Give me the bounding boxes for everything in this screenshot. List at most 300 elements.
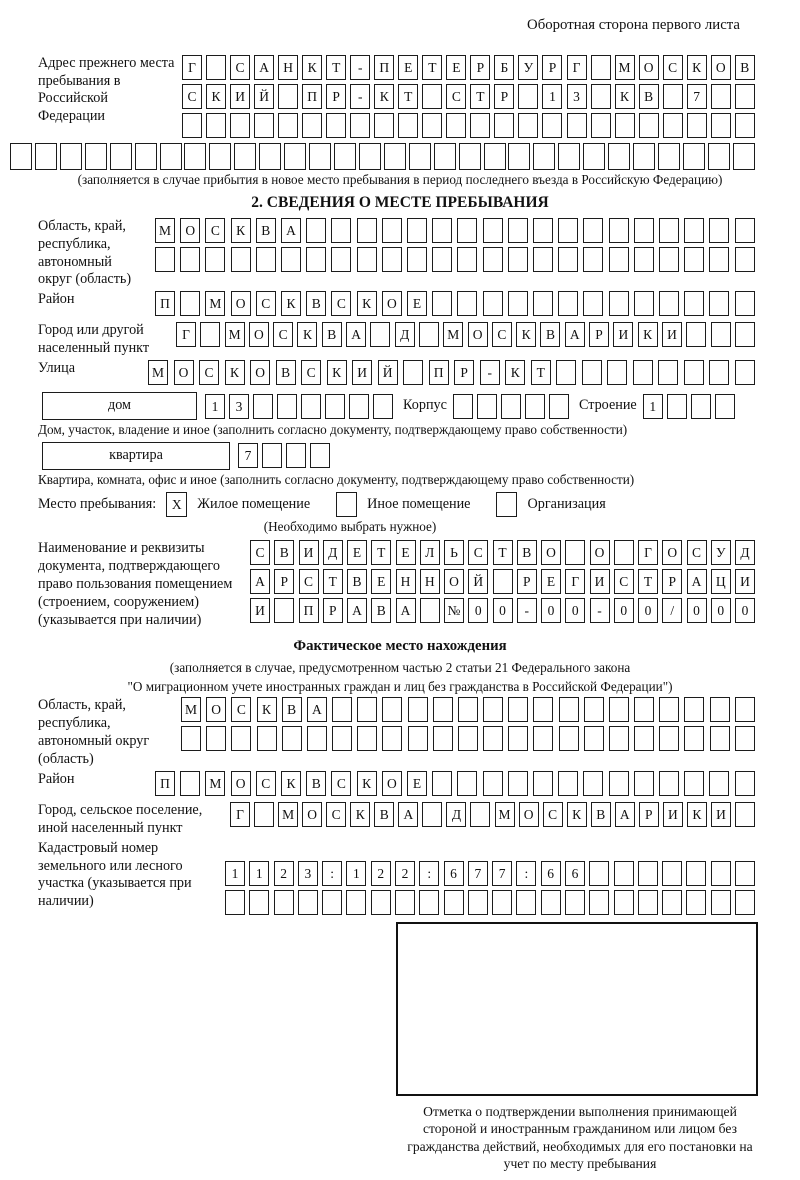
char-cell	[609, 697, 629, 722]
char-cell: 2	[274, 861, 294, 886]
city-actual-label: Город, сельское поселение, иной населенный пункт	[38, 801, 203, 836]
char-cell	[282, 726, 302, 751]
char-cell: А	[347, 598, 367, 623]
char-cell	[558, 771, 578, 796]
region-actual-label: Область, край, республика, автономный округ (область)	[38, 697, 150, 768]
char-cell	[262, 443, 282, 468]
char-cell	[184, 143, 206, 170]
char-cell	[711, 84, 731, 109]
char-cell	[453, 394, 473, 419]
char-cell	[332, 726, 352, 751]
char-cell	[483, 218, 503, 243]
char-row	[176, 322, 755, 347]
char-cell: М	[443, 322, 463, 347]
char-cell	[331, 247, 351, 272]
char-cell	[583, 218, 603, 243]
char-cell	[180, 247, 200, 272]
char-cell	[711, 322, 731, 347]
stamp-box	[396, 922, 758, 1096]
char-cell: 0	[493, 598, 513, 623]
char-cell	[135, 143, 157, 170]
char-cell	[709, 218, 729, 243]
char-cell	[609, 291, 629, 316]
char-cell	[567, 113, 587, 138]
char-cell: К	[281, 771, 301, 796]
char-cell	[422, 802, 442, 827]
field-street	[38, 360, 755, 389]
char-cell	[735, 113, 755, 138]
char-cell	[658, 360, 678, 385]
char-row	[205, 394, 393, 419]
char-cell	[432, 218, 452, 243]
char-cell	[542, 113, 562, 138]
char-cell	[274, 598, 294, 623]
char-row	[230, 802, 755, 827]
char-cell	[407, 247, 427, 272]
char-cell: О	[541, 540, 561, 565]
stay-option-label: Жилое помещение	[197, 495, 311, 512]
char-cell	[709, 247, 729, 272]
char-cell	[256, 247, 276, 272]
char-cell	[234, 143, 256, 170]
char-cell: Н	[420, 569, 440, 594]
char-cell: П	[155, 291, 175, 316]
char-cell: В	[347, 569, 367, 594]
char-cell	[607, 360, 627, 385]
char-cell	[663, 113, 683, 138]
char-cell	[658, 143, 680, 170]
char-cell: Р	[589, 322, 609, 347]
char-cell	[684, 247, 704, 272]
char-cell	[614, 540, 634, 565]
char-cell	[349, 394, 369, 419]
apartment-name-box: квартира	[42, 442, 230, 470]
char-cell	[278, 113, 298, 138]
char-cell: 7	[492, 861, 512, 886]
char-cell: Е	[396, 540, 416, 565]
char-cell: К	[516, 322, 536, 347]
char-cell: 6	[444, 861, 464, 886]
char-cell: В	[735, 55, 755, 80]
char-cell	[615, 113, 635, 138]
char-cell	[609, 726, 629, 751]
char-cell	[663, 84, 683, 109]
char-cell	[483, 771, 503, 796]
char-cell	[508, 143, 530, 170]
char-cell: О	[231, 771, 251, 796]
char-cell	[181, 726, 201, 751]
char-cell: 0	[614, 598, 634, 623]
field-cadastral	[38, 840, 755, 919]
char-cell	[735, 84, 755, 109]
char-cell: Р	[494, 84, 514, 109]
char-cell	[584, 726, 604, 751]
char-cell: О	[174, 360, 194, 385]
char-row	[155, 218, 755, 243]
char-cell: В	[371, 598, 391, 623]
char-cell	[735, 890, 755, 915]
char-cell	[633, 360, 653, 385]
char-cell	[10, 143, 32, 170]
char-cell: 0	[468, 598, 488, 623]
char-row	[250, 540, 755, 565]
char-cell	[408, 726, 428, 751]
stamp-caption: Отметка о подтверждении выполнения принимающей стороной и иностранным гражданином или лицом без гражданства действий, необходимых для его постановки на учет по месту пребывания	[407, 1104, 753, 1172]
checkbox-organization	[496, 492, 517, 517]
char-cell	[634, 291, 654, 316]
char-cell: М	[148, 360, 168, 385]
char-cell	[686, 861, 706, 886]
char-cell: В	[274, 540, 294, 565]
char-cell: Т	[531, 360, 551, 385]
char-cell: И	[613, 322, 633, 347]
char-cell	[558, 247, 578, 272]
char-cell: Ц	[711, 569, 731, 594]
char-cell	[584, 697, 604, 722]
char-cell	[155, 247, 175, 272]
char-cell	[583, 143, 605, 170]
char-cell	[357, 726, 377, 751]
char-cell	[422, 84, 442, 109]
char-cell	[735, 247, 755, 272]
char-cell: К	[638, 322, 658, 347]
char-cell: Й	[378, 360, 398, 385]
char-cell	[468, 890, 488, 915]
char-cell: И	[250, 598, 270, 623]
char-cell: И	[299, 540, 319, 565]
char-cell	[533, 247, 553, 272]
char-cell: Г	[567, 55, 587, 80]
char-cell: Е	[407, 291, 427, 316]
field-ownership-document	[38, 540, 755, 629]
char-cell	[549, 394, 569, 419]
char-cell	[334, 143, 356, 170]
char-cell: Т	[326, 55, 346, 80]
char-cell	[420, 598, 440, 623]
char-row	[250, 598, 755, 623]
char-cell: В	[256, 218, 276, 243]
char-cell	[325, 394, 345, 419]
char-cell: 1	[542, 84, 562, 109]
char-cell	[371, 890, 391, 915]
char-cell: 0	[735, 598, 755, 623]
char-cell	[735, 802, 755, 827]
char-cell: И	[662, 322, 682, 347]
char-cell	[508, 726, 528, 751]
char-cell: Г	[182, 55, 202, 80]
char-cell	[230, 113, 250, 138]
actual-location-note-line1: (заполняется в случае, предусмотренном частью 2 статьи 21 Федерального закона	[169, 660, 631, 676]
char-row	[155, 291, 755, 316]
char-cell	[433, 697, 453, 722]
char-cell: 2	[395, 861, 415, 886]
char-cell	[609, 247, 629, 272]
char-cell	[687, 113, 707, 138]
char-cell	[591, 113, 611, 138]
char-cell	[516, 890, 536, 915]
char-cell: 6	[541, 861, 561, 886]
char-cell: 0	[638, 598, 658, 623]
char-cell: С	[468, 540, 488, 565]
field-prev-address	[38, 55, 755, 142]
char-cell: 1	[225, 861, 245, 886]
char-cell: Д	[323, 540, 343, 565]
char-cell: С	[331, 291, 351, 316]
char-cell	[614, 890, 634, 915]
char-cell	[357, 218, 377, 243]
char-cell	[508, 697, 528, 722]
ownership-document-label: Наименование и реквизиты документа, подтверждающего право пользования помещением (строением, сооружением) (указывается при наличии)	[38, 540, 233, 628]
char-cell	[559, 697, 579, 722]
field-apartment	[42, 442, 800, 470]
char-cell: О	[382, 291, 402, 316]
apartment-note: Квартира, комната, офис и иное (заполнить согласно документу, подтверждающему право собственности)	[38, 471, 635, 487]
char-cell	[709, 360, 729, 385]
char-cell: Е	[407, 771, 427, 796]
region-rows	[155, 218, 755, 290]
char-cell: /	[662, 598, 682, 623]
char-cell	[533, 218, 553, 243]
char-cell: С	[299, 569, 319, 594]
char-cell: А	[281, 218, 301, 243]
char-cell	[608, 143, 630, 170]
char-cell: Е	[398, 55, 418, 80]
char-cell	[483, 726, 503, 751]
char-cell: К	[302, 55, 322, 80]
char-cell	[306, 247, 326, 272]
stay-option-label: Организация	[527, 495, 606, 512]
char-cell	[556, 360, 576, 385]
char-cell	[533, 697, 553, 722]
char-cell: 3	[567, 84, 587, 109]
char-cell	[638, 890, 658, 915]
char-cell: И	[711, 802, 731, 827]
char-cell	[457, 771, 477, 796]
char-row	[238, 443, 330, 468]
char-cell: О	[468, 322, 488, 347]
char-cell	[180, 291, 200, 316]
char-cell: Б	[494, 55, 514, 80]
street-label: Улица	[38, 360, 76, 377]
char-cell: 0	[565, 598, 585, 623]
char-cell	[591, 84, 611, 109]
char-cell: Р	[470, 55, 490, 80]
char-cell	[583, 291, 603, 316]
char-cell	[301, 394, 321, 419]
char-cell: Г	[230, 802, 250, 827]
char-row	[182, 84, 755, 109]
char-cell	[733, 143, 755, 170]
house-note: Дом, участок, владение и иное (заполнить согласно документу, подтверждающему право собственности)	[38, 422, 628, 438]
char-cell: Г	[176, 322, 196, 347]
char-cell	[206, 55, 226, 80]
char-cell	[357, 697, 377, 722]
char-cell	[286, 443, 306, 468]
char-cell: П	[299, 598, 319, 623]
char-cell	[249, 890, 269, 915]
char-cell: А	[398, 802, 418, 827]
char-cell	[458, 726, 478, 751]
char-cell: Е	[371, 569, 391, 594]
char-cell: А	[396, 598, 416, 623]
char-cell	[508, 218, 528, 243]
char-cell	[533, 291, 553, 316]
char-row	[182, 55, 755, 80]
char-cell	[326, 113, 346, 138]
char-cell: С	[256, 771, 276, 796]
char-cell	[85, 143, 107, 170]
char-cell: О	[519, 802, 539, 827]
char-cell	[735, 291, 755, 316]
char-cell	[398, 113, 418, 138]
char-cell: С	[663, 55, 683, 80]
char-cell: С	[492, 322, 512, 347]
char-cell	[206, 113, 226, 138]
char-cell: С	[331, 771, 351, 796]
char-cell	[735, 861, 755, 886]
char-cell: С	[301, 360, 321, 385]
char-cell: :	[419, 861, 439, 886]
char-cell	[408, 697, 428, 722]
char-cell: К	[687, 802, 707, 827]
char-cell	[508, 291, 528, 316]
char-cell	[253, 394, 273, 419]
char-cell: №	[444, 598, 464, 623]
char-cell: А	[307, 697, 327, 722]
char-cell: М	[155, 218, 175, 243]
char-row	[453, 394, 569, 419]
field-region-actual	[38, 697, 755, 769]
char-cell: О	[206, 697, 226, 722]
char-cell	[667, 394, 687, 419]
char-cell	[382, 218, 402, 243]
char-cell	[110, 143, 132, 170]
char-cell: П	[155, 771, 175, 796]
char-cell: -	[517, 598, 537, 623]
char-cell: П	[429, 360, 449, 385]
char-cell	[257, 726, 277, 751]
field-district-actual	[38, 771, 755, 800]
char-cell	[259, 143, 281, 170]
char-cell	[35, 143, 57, 170]
char-cell: М	[205, 291, 225, 316]
char-cell: 3	[229, 394, 249, 419]
char-cell: 6	[565, 861, 585, 886]
char-cell	[407, 218, 427, 243]
cadastral-label: Кадастровый номер земельного или лесного участка (указывается при наличии)	[38, 839, 192, 910]
char-row	[181, 726, 755, 751]
char-cell: О	[302, 802, 322, 827]
city-label: Город или другой населенный пункт	[38, 322, 150, 357]
char-cell	[278, 84, 298, 109]
char-cell: М	[225, 322, 245, 347]
char-cell: -	[350, 55, 370, 80]
char-cell	[419, 322, 439, 347]
char-cell: К	[225, 360, 245, 385]
char-cell	[370, 322, 390, 347]
char-cell: В	[591, 802, 611, 827]
char-cell	[457, 218, 477, 243]
char-cell	[322, 890, 342, 915]
char-cell: 1	[249, 861, 269, 886]
char-cell: М	[181, 697, 201, 722]
char-cell: И	[352, 360, 372, 385]
district-label: Район	[38, 291, 75, 308]
region-label: Область, край, республика, автономный округ (область)	[38, 217, 132, 288]
char-cell: О	[249, 322, 269, 347]
char-cell	[254, 802, 274, 827]
char-cell	[432, 247, 452, 272]
char-cell	[254, 113, 274, 138]
char-cell: Т	[323, 569, 343, 594]
char-cell: Е	[541, 569, 561, 594]
char-cell: С	[230, 55, 250, 80]
char-cell: В	[306, 291, 326, 316]
char-cell: С	[326, 802, 346, 827]
char-cell: К	[687, 55, 707, 80]
char-cell	[691, 394, 711, 419]
char-row	[225, 861, 755, 886]
char-cell: О	[382, 771, 402, 796]
char-cell	[735, 697, 755, 722]
char-cell	[350, 113, 370, 138]
char-cell	[634, 218, 654, 243]
char-cell	[483, 697, 503, 722]
char-cell: В	[540, 322, 560, 347]
char-cell: П	[374, 55, 394, 80]
char-cell: Л	[420, 540, 440, 565]
char-cell	[686, 890, 706, 915]
char-cell	[434, 143, 456, 170]
char-row-full-width	[10, 143, 755, 170]
char-cell: 1	[643, 394, 663, 419]
char-cell: К	[374, 84, 394, 109]
char-cell	[284, 143, 306, 170]
char-cell	[735, 771, 755, 796]
field-region	[38, 218, 755, 290]
char-cell	[609, 771, 629, 796]
char-cell	[209, 143, 231, 170]
char-cell	[225, 890, 245, 915]
char-cell: М	[615, 55, 635, 80]
char-cell	[200, 322, 220, 347]
char-cell	[565, 540, 585, 565]
char-cell: В	[276, 360, 296, 385]
char-cell	[634, 771, 654, 796]
char-cell	[683, 143, 705, 170]
char-cell: Д	[446, 802, 466, 827]
char-cell: К	[567, 802, 587, 827]
char-cell	[711, 861, 731, 886]
korpus-label: Корпус	[403, 397, 447, 414]
char-cell: К	[281, 291, 301, 316]
char-cell	[634, 726, 654, 751]
char-cell: С	[687, 540, 707, 565]
char-cell	[639, 113, 659, 138]
char-cell	[591, 55, 611, 80]
char-cell	[684, 771, 704, 796]
char-cell	[374, 113, 394, 138]
char-cell: А	[687, 569, 707, 594]
char-cell	[332, 697, 352, 722]
field-house	[42, 392, 800, 420]
char-cell	[708, 143, 730, 170]
char-cell: :	[516, 861, 536, 886]
char-cell: :	[322, 861, 342, 886]
char-cell: М	[278, 802, 298, 827]
char-cell: С	[614, 569, 634, 594]
char-cell: 0	[541, 598, 561, 623]
